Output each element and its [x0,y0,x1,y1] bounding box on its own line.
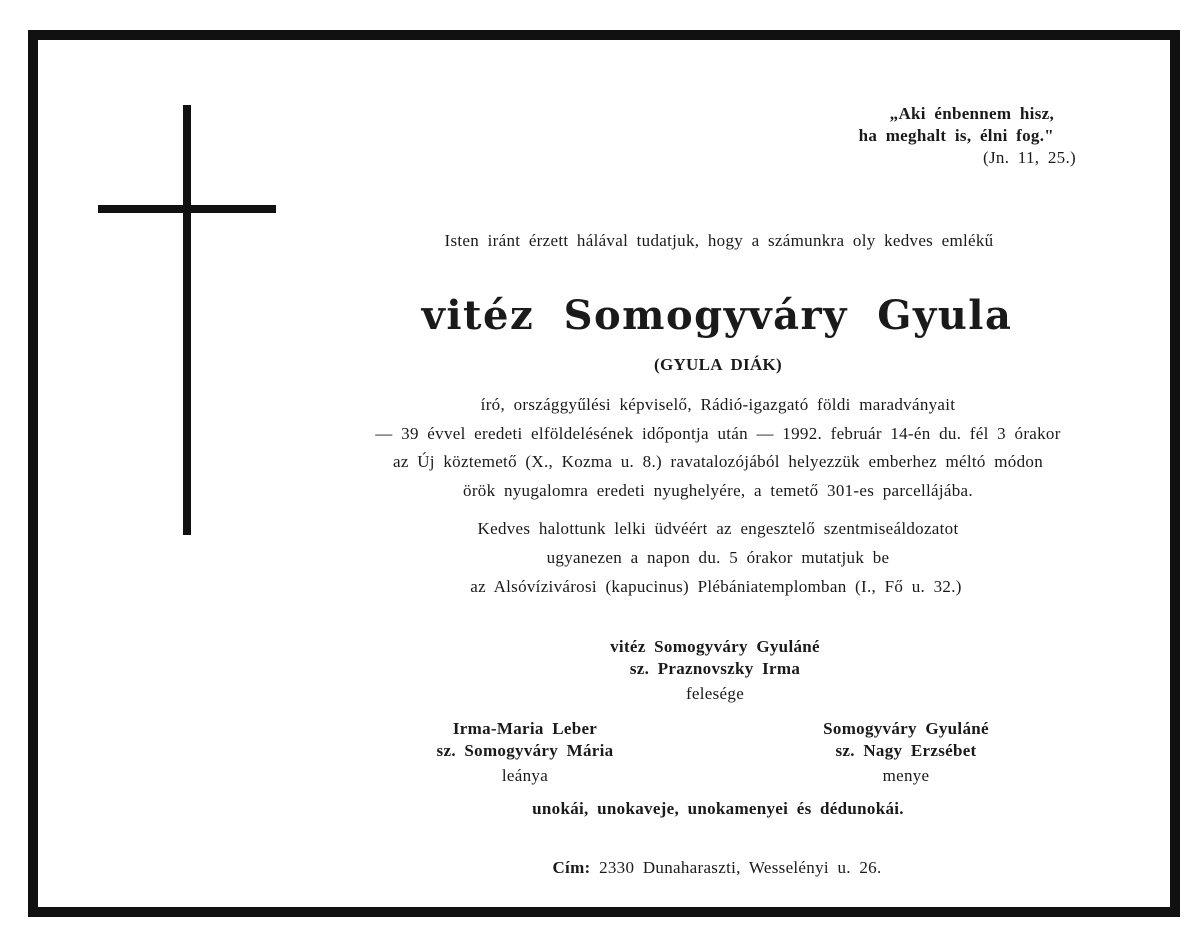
wife-name: vitéz Somogyváry Gyuláné [610,637,820,656]
quote-line-1: „Aki énbennem hisz, [889,104,1054,123]
cross-icon [183,105,191,535]
wife-relation: felesége [685,684,745,703]
daughter-maiden-name: sz. Somogyváry Mária [436,741,614,760]
address-value: 2330 Dunaharaszti, Wesselényi u. 26. [599,858,882,877]
deceased-alias: (GYULA DIÁK) [653,355,783,374]
body-line-2: — 39 évvel eredeti elföldelésének időpontja után — 1992. február 14-én du. fél 3 órakor [375,424,1061,443]
quote-line-2: ha meghalt is, élni fog." [858,126,1054,145]
mass-line-2: ugyanezen a napon du. 5 órakor mutatjuk be [546,548,890,567]
body-line-3: az Új köztemető (X., Kozma u. 8.) ravatalozójából helyezzük emberhez méltó módon [392,452,1044,471]
daughter-in-law-name: Somogyváry Gyuláné [823,719,989,738]
body-line-1: író, országgyűlési képviselő, Rádió-igazgató földi maradványait [480,395,956,414]
cross-icon-bar [98,205,276,213]
daughter-in-law-maiden-name: sz. Nagy Erzsébet [835,741,977,760]
daughter-name: Irma-Maria Leber [452,719,598,738]
mass-line-3: az Alsóvízivárosi (kapucinus) Plébániatemplomban (I., Fő u. 32.) [470,577,962,596]
daughter-in-law-relation: menye [882,766,930,785]
wife-maiden-name: sz. Praznovszky Irma [629,659,801,678]
deceased-name: vitéz Somogyváry Gyula [421,292,1013,339]
intro-text: Isten iránt érzett hálával tudatjuk, hogy a számunkra oly kedves emlékű [444,231,994,250]
address-label: Cím: [552,858,591,877]
daughter-relation: leánya [501,766,549,785]
address [552,858,881,878]
quote-reference: (Jn. 11, 25.) [983,148,1076,167]
body-line-4: örök nyugalomra eredeti nyughelyére, a temető 301-es parcellájába. [463,481,973,500]
mass-line-1: Kedves halottunk lelki üdvéért az engesztelő szentmiseáldozatot [477,519,959,538]
other-mourners: unokái, unokaveje, unokamenyei és dédunokái. [532,799,904,818]
